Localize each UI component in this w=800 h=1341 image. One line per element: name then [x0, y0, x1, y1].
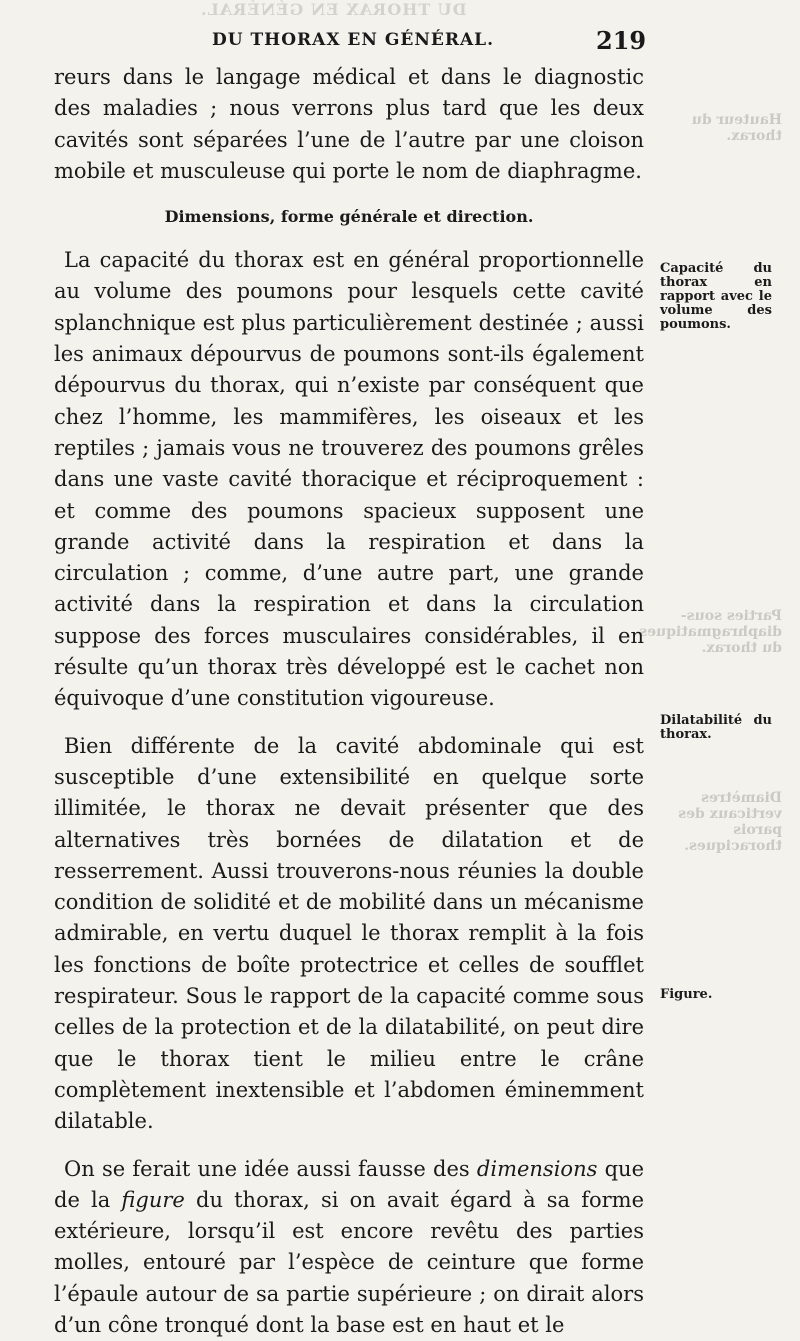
running-title: DU THORAX EN GÉNÉRAL. [212, 30, 494, 50]
margin-note-dilatabilite: Dilatabilité du thorax. [660, 714, 772, 742]
main-text-column [54, 62, 644, 1341]
bleed-through-note: Diamètres verticaux des parois thoraciques. [672, 790, 782, 854]
emphasis-dimensions: dimensions [477, 1157, 597, 1181]
text-run: du thorax, si on avait égard à sa forme extérieure, lorsqu’il est encore revêtu des parties molles, entouré par l’espèce de ceinture que forme l’épaule autour de sa partie supérieure ; on dirait alors d’un cône tronqué dont la base est en haut et le [54, 1188, 644, 1337]
text-run: On se ferait une idée aussi fausse des [64, 1157, 477, 1181]
paragraph-capacite: La capacité du thorax est en général proportionnelle au volume des poumons pour lesquels cette cavité splanchnique est plus particulièrement destinée ; aussi les animaux dépourvus de poumons sont-ils également dépourvus du thorax, qui n’existe par conséquent que chez l’homme, les mammifères, les oiseaux et les reptiles ; jamais vous ne trouverez des poumons grêles dans une vaste cavité thoracique et réciproquement : et comme des poumons spacieux supposent une grande activité dans la respiration et dans la circulation ; comme, d’une autre part, une grande activité dans la respiration et dans la circulation suppose des forces musculaires considérables, il en résulte qu’un thorax très développé est le cachet non équivoque d’une constitution vigoureuse. [54, 245, 644, 714]
margin-note-figure: Figure. [660, 988, 772, 1002]
paragraph-figure [54, 1154, 644, 1341]
text-run: que de la [54, 1157, 644, 1212]
bleed-through-note: Parties sous-diaphragmatiques du thorax. [672, 608, 782, 656]
intro-paragraph: reurs dans le langage médical et dans le diagnostic des maladies ; nous verrons plus tard que les deux cavités sont séparées l’une de l’autre par une cloison mobile et musculeuse qui porte le nom de diaphragme. [54, 62, 644, 187]
paragraph-dilatabilite: Bien différente de la cavité abdominale qui est susceptible d’une extensibilité en quelque sorte illimitée, le thorax ne devait présenter que des alternatives très bornées de dilatation et de resserrement. Aussi trouverons-nous réunies la double condition de solidité et de mobilité dans un mécanisme admirable, en vertu duquel le thorax remplit à la fois les fonctions de boîte protectrice et celles de soufflet respirateur. Sous le rapport de la capacité comme sous celles de la protection et de la dilatabilité, on peut dire que le thorax tient le milieu entre le crâne complètement inextensible et l’abdomen éminemment dilatable. [54, 731, 644, 1138]
section-heading: Dimensions, forme générale et direction. [54, 205, 644, 229]
page-number: 219 [596, 26, 646, 55]
bleed-through-title: DU THORAX EN GÉNÉRAL. [200, 0, 467, 19]
bleed-through-note: Hauteur du thorax. [672, 112, 782, 144]
margin-note-capacite: Capacité du thorax en rapport avec le volume des poumons. [660, 262, 772, 332]
emphasis-figure: figure [121, 1188, 184, 1212]
page-header [0, 26, 800, 60]
